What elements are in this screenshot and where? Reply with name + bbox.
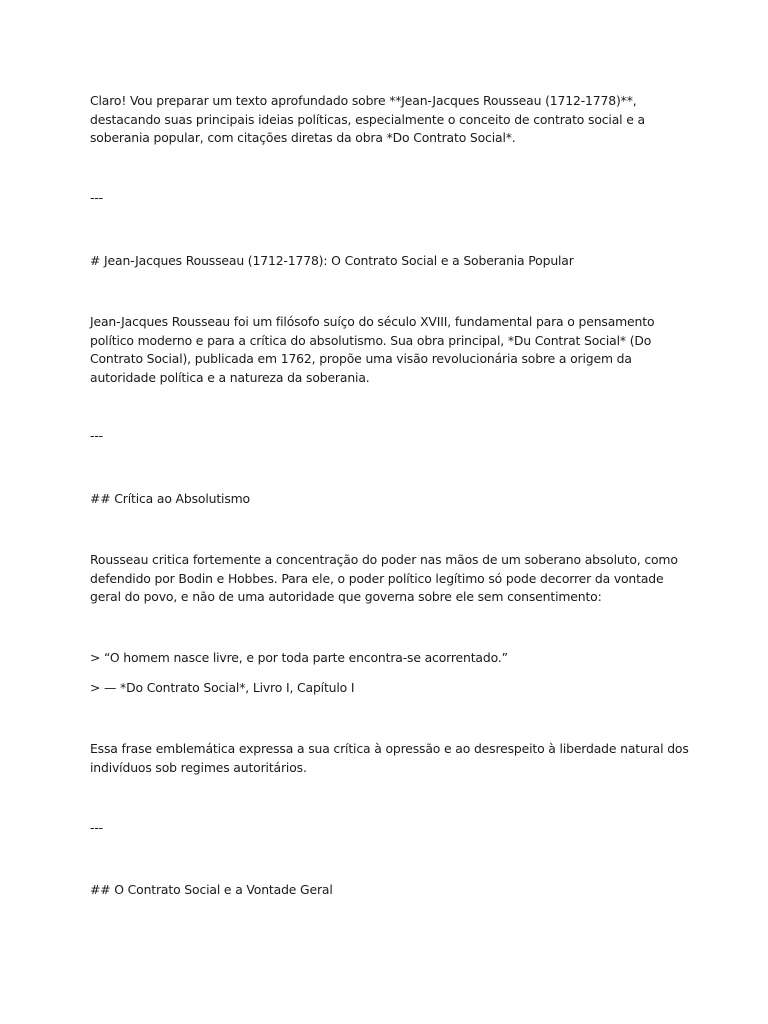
section-heading-absolutism: ## Crítica ao Absolutismo — [90, 491, 250, 506]
horizontal-rule-marker: --- — [90, 190, 103, 205]
quote-commentary-paragraph: Essa frase emblemática expressa a sua crítica à opressão e ao desrespeito à liberdade natural dos indivíduos sob regimes autoritários. — [90, 741, 689, 775]
document-title-heading: # Jean-Jacques Rousseau (1712-1778): O Contrato Social e a Soberania Popular — [90, 253, 574, 268]
biography-paragraph: Jean-Jacques Rousseau foi um filósofo suíço do século XVIII, fundamental para o pensamento político moderno e para a crítica do absolutismo. Sua obra principal, *Du Contrat Social* (Do Contrato Social), publicada em 1762, propõe uma visão revolucionária sobre a origem da autoridade política e a natureza da soberania. — [90, 314, 655, 385]
blockquote-citation: > — *Do Contrato Social*, Livro I, Capítulo I — [90, 680, 355, 695]
blockquote-line: > “O homem nasce livre, e por toda parte encontra-se acorrentado.” — [90, 650, 508, 665]
horizontal-rule-marker: --- — [90, 428, 103, 443]
absolutism-paragraph: Rousseau critica fortemente a concentração do poder nas mãos de um soberano absoluto, como defendido por Bodin e Hobbes. Para ele, o poder político legítimo só pode decorrer da vontade geral do povo, e não de uma autoridade que governa sobre ele sem consentimento: — [90, 552, 678, 604]
horizontal-rule-marker: --- — [90, 820, 103, 835]
intro-paragraph: Claro! Vou preparar um texto aprofundado sobre **Jean-Jacques Rousseau (1712-1778)**, destacando suas principais ideias políticas, especialmente o conceito de contrato social e a soberania popular, com citações diretas da obra *Do Contrato Social*. — [90, 93, 645, 145]
section-heading-social-contract: ## O Contrato Social e a Vontade Geral — [90, 882, 333, 897]
